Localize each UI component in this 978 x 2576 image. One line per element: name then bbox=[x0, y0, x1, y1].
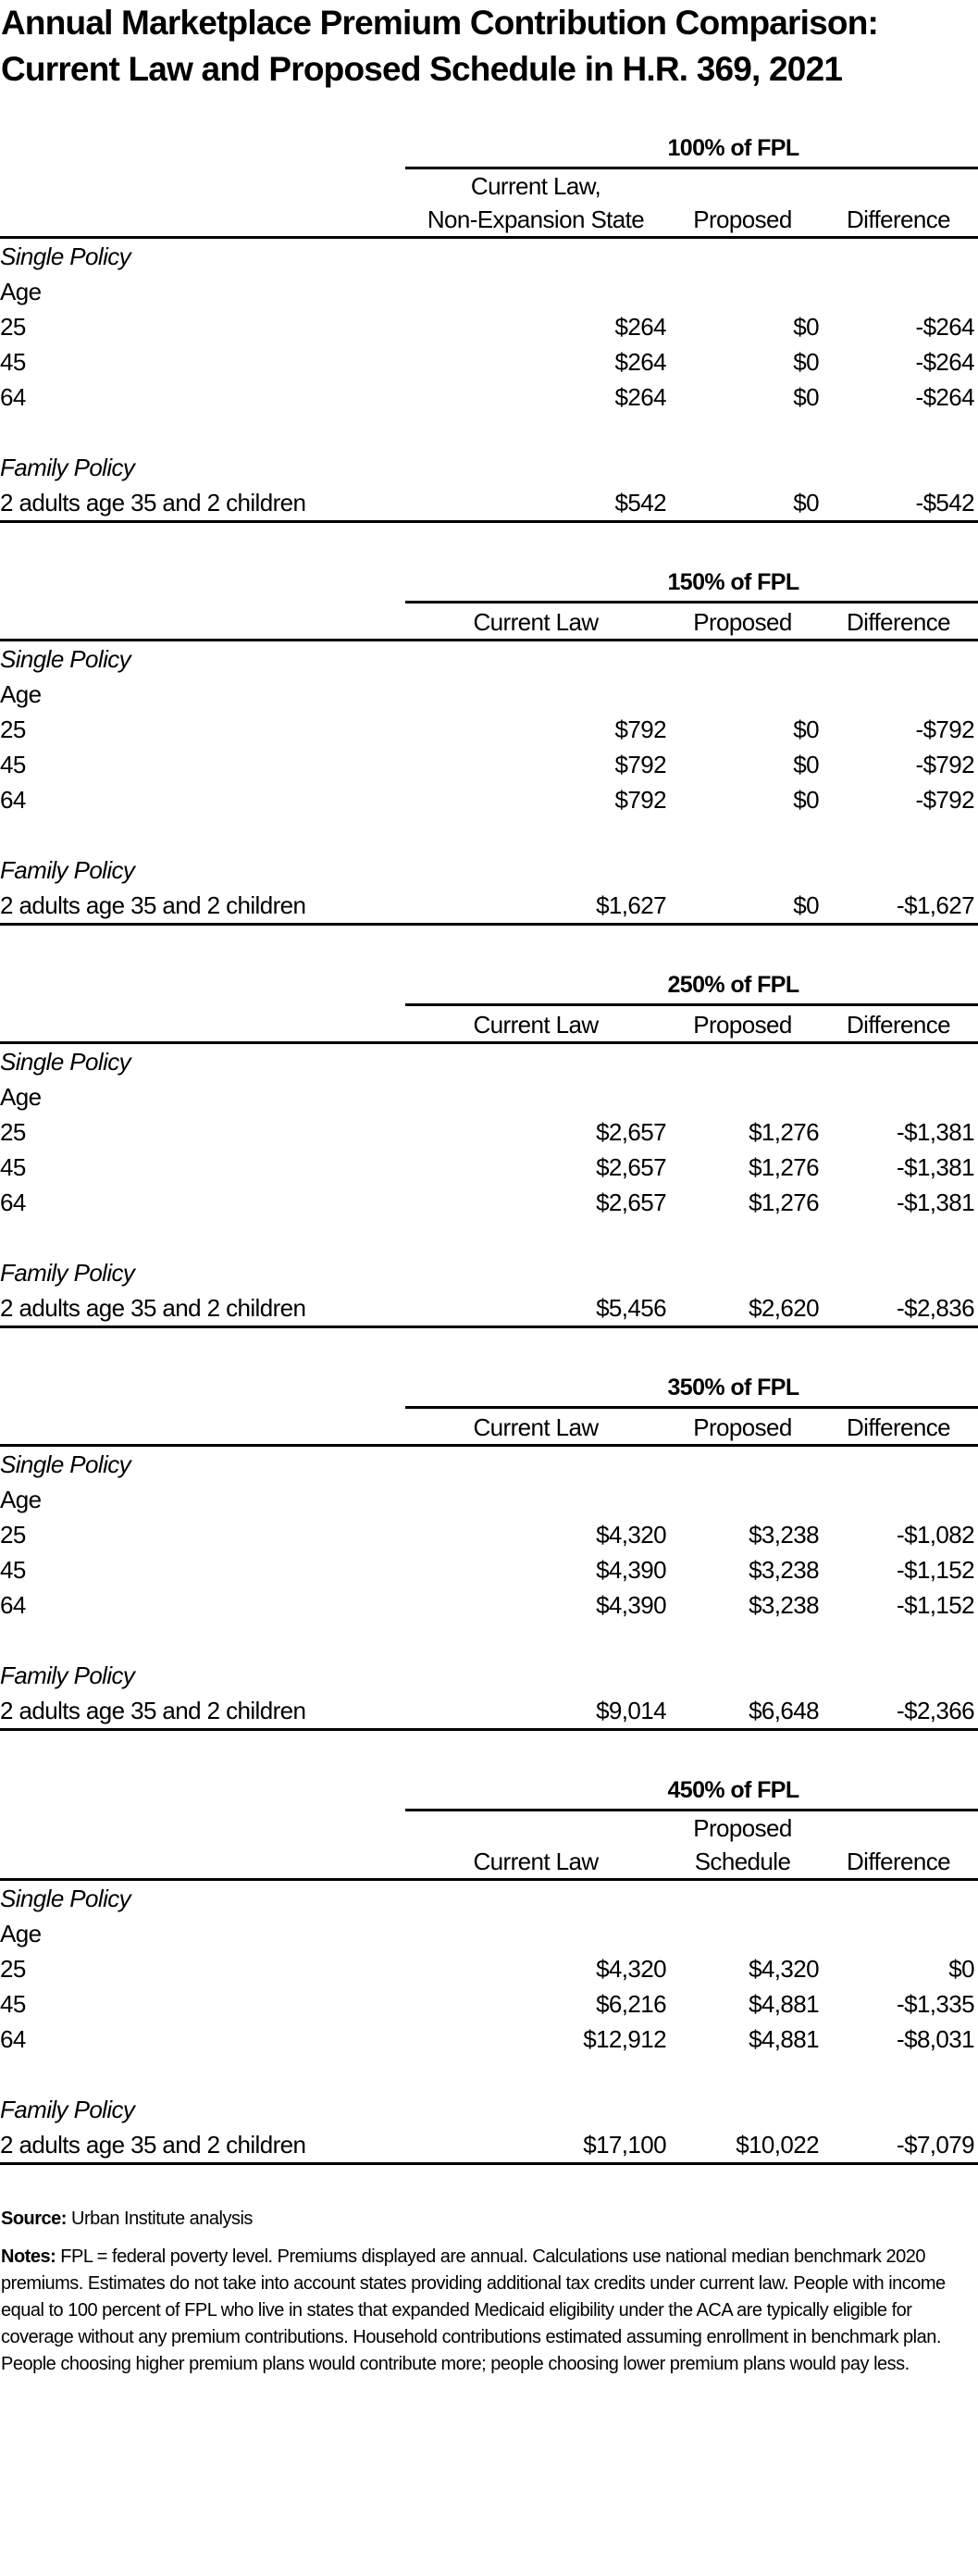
current-law-value: $792 bbox=[614, 786, 666, 814]
table-row bbox=[0, 309, 978, 344]
proposed-value: $1,276 bbox=[749, 1118, 819, 1146]
column-header-row bbox=[0, 1408, 978, 1446]
group-header-row bbox=[0, 1772, 978, 1811]
table-row bbox=[0, 782, 978, 817]
current-law-value: $12,912 bbox=[583, 2025, 666, 2053]
single-policy-row bbox=[0, 1880, 978, 1917]
age-label: Age bbox=[0, 278, 42, 305]
fpl-group-heading: 100% of FPL bbox=[405, 130, 978, 168]
age-value: 64 bbox=[0, 1591, 26, 1619]
proposed-value: $3,238 bbox=[749, 1521, 819, 1549]
fpl-group-heading: 250% of FPL bbox=[405, 966, 978, 1005]
notes bbox=[1, 2244, 972, 2378]
single-policy-label: Single Policy bbox=[0, 1450, 131, 1478]
age-value: 64 bbox=[0, 786, 26, 814]
spacer-row bbox=[0, 2057, 978, 2092]
difference-value: -$792 bbox=[915, 751, 975, 778]
age-value: 25 bbox=[0, 1955, 26, 1983]
col-header-proposed: Proposed bbox=[666, 1005, 819, 1043]
fpl-group-heading: 150% of FPL bbox=[405, 564, 978, 603]
difference-value: -$1,082 bbox=[897, 1521, 975, 1549]
current-law-value: $2,657 bbox=[596, 1118, 666, 1146]
proposed-value: $1,276 bbox=[749, 1153, 819, 1181]
col-header-difference: Difference bbox=[819, 1005, 978, 1043]
fpl-table-block-4 bbox=[0, 1369, 978, 1731]
spacer-row bbox=[0, 415, 978, 450]
col-header-current-law: Current Law bbox=[405, 1408, 666, 1446]
single-policy-label: Single Policy bbox=[0, 243, 131, 270]
family-policy-row bbox=[0, 1255, 978, 1290]
source-note bbox=[1, 2206, 972, 2233]
difference-value: $0 bbox=[948, 1955, 975, 1983]
table-row bbox=[0, 1185, 978, 1220]
current-law-value: $4,390 bbox=[596, 1591, 666, 1619]
table-row bbox=[0, 344, 978, 380]
col-header-current-law: Current Law, Non-Expansion State bbox=[405, 168, 666, 238]
table-row bbox=[0, 1150, 978, 1185]
fpl-table bbox=[0, 966, 978, 1328]
current-law-value: $6,216 bbox=[596, 1990, 666, 2018]
family-policy-row bbox=[0, 1658, 978, 1693]
table-row-family bbox=[0, 2127, 978, 2164]
age-value: 45 bbox=[0, 1556, 26, 1584]
proposed-value: $3,238 bbox=[749, 1591, 819, 1619]
difference-value: -$8,031 bbox=[897, 2025, 975, 2053]
col-header-current-law: Current Law bbox=[405, 603, 666, 641]
difference-value: -$7,079 bbox=[819, 2127, 978, 2164]
current-law-value: $792 bbox=[614, 716, 666, 743]
family-policy-label: Family Policy bbox=[0, 1259, 135, 1287]
spacer-row bbox=[0, 1623, 978, 1658]
difference-value: -$1,381 bbox=[897, 1153, 975, 1181]
col-header-proposed: Proposed bbox=[666, 1408, 819, 1446]
family-label: 2 adults age 35 and 2 children bbox=[0, 2127, 405, 2164]
difference-value: -$1,381 bbox=[897, 1118, 975, 1146]
proposed-value: $0 bbox=[793, 383, 819, 411]
table-row-family bbox=[0, 1290, 978, 1327]
family-label: 2 adults age 35 and 2 children bbox=[0, 1290, 405, 1327]
fpl-table-block-2 bbox=[0, 564, 978, 926]
age-value: 25 bbox=[0, 1521, 26, 1549]
difference-value: -$264 bbox=[915, 348, 975, 376]
fpl-table bbox=[0, 130, 978, 523]
single-policy-label: Single Policy bbox=[0, 1885, 131, 1912]
proposed-value: $4,881 bbox=[749, 1990, 819, 2018]
current-law-value: $4,320 bbox=[596, 1955, 666, 1983]
age-row bbox=[0, 677, 978, 712]
fpl-table bbox=[0, 564, 978, 926]
col-header-proposed: Proposed bbox=[666, 168, 819, 238]
group-header-row bbox=[0, 966, 978, 1005]
fpl-table bbox=[0, 1369, 978, 1731]
family-policy-label: Family Policy bbox=[0, 1661, 135, 1689]
age-label: Age bbox=[0, 1920, 42, 1948]
single-policy-label: Single Policy bbox=[0, 645, 131, 673]
fpl-table bbox=[0, 1772, 978, 2165]
difference-value: -$1,152 bbox=[897, 1591, 975, 1619]
age-label: Age bbox=[0, 680, 42, 708]
age-value: 45 bbox=[0, 348, 26, 376]
notes-text: FPL = federal poverty level. Premiums displayed are annual. Calculations use national median benchmark 2020 premiums. Estimates do not take into account states providing additional tax credits under current law. People with income equal to 100 percent of FPL who live in states that expanded Medicaid eligibility under the ACA are typically eligible for coverage without any premium contributions. Household contributions estimated assuming enrollment in benchmark plan. People choosing higher premium plans would contribute more; people choosing lower premium plans would pay less. bbox=[1, 2246, 946, 2374]
column-header-row bbox=[0, 1005, 978, 1043]
current-law-value: $9,014 bbox=[405, 1693, 666, 1730]
current-law-value: $4,390 bbox=[596, 1556, 666, 1584]
col-header-difference: Difference bbox=[819, 168, 978, 238]
page-title: Annual Marketplace Premium Contribution Comparison: Current Law and Proposed Schedule in H.R. 369, 2021 bbox=[1, 4, 879, 88]
table-row bbox=[0, 2022, 978, 2057]
col-header-difference: Difference bbox=[819, 603, 978, 641]
single-policy-label: Single Policy bbox=[0, 1048, 131, 1076]
table-row bbox=[0, 1587, 978, 1623]
source-label: Source: bbox=[1, 2209, 67, 2229]
single-policy-row bbox=[0, 1446, 978, 1483]
age-value: 45 bbox=[0, 751, 26, 778]
table-row-family bbox=[0, 1693, 978, 1730]
spacer-row bbox=[0, 817, 978, 852]
column-header-row bbox=[0, 603, 978, 641]
current-law-value: $264 bbox=[614, 313, 666, 341]
difference-value: -$264 bbox=[915, 383, 975, 411]
proposed-value: $0 bbox=[666, 485, 819, 522]
tables-container bbox=[0, 130, 978, 2165]
age-row bbox=[0, 1482, 978, 1517]
col-header-current-law: Current Law bbox=[405, 1811, 666, 1880]
family-label: 2 adults age 35 and 2 children bbox=[0, 888, 405, 925]
difference-value: -$1,381 bbox=[897, 1188, 975, 1216]
col-header-difference: Difference bbox=[819, 1408, 978, 1446]
fpl-table-block-5 bbox=[0, 1772, 978, 2165]
age-label: Age bbox=[0, 1083, 42, 1111]
difference-value: -$1,627 bbox=[819, 888, 978, 925]
current-law-value: $264 bbox=[614, 348, 666, 376]
proposed-value: $0 bbox=[793, 716, 819, 743]
current-law-value: $2,657 bbox=[596, 1153, 666, 1181]
proposed-value: $3,238 bbox=[749, 1556, 819, 1584]
single-policy-row bbox=[0, 1043, 978, 1080]
column-header-row bbox=[0, 1811, 978, 1880]
age-row bbox=[0, 1079, 978, 1114]
column-header-row bbox=[0, 168, 978, 238]
family-policy-row bbox=[0, 852, 978, 888]
family-policy-label: Family Policy bbox=[0, 856, 135, 884]
table-row bbox=[0, 1986, 978, 2022]
difference-value: -$1,152 bbox=[897, 1556, 975, 1584]
notes-label: Notes: bbox=[1, 2246, 56, 2267]
difference-value: -$264 bbox=[915, 313, 975, 341]
fpl-table-block-1 bbox=[0, 130, 978, 523]
table-row bbox=[0, 1517, 978, 1552]
current-law-value: $17,100 bbox=[405, 2127, 666, 2164]
age-value: 45 bbox=[0, 1990, 26, 2018]
difference-value: -$792 bbox=[915, 786, 975, 814]
table-row bbox=[0, 1552, 978, 1587]
proposed-value: $0 bbox=[793, 348, 819, 376]
single-policy-row bbox=[0, 641, 978, 678]
current-law-value: $2,657 bbox=[596, 1188, 666, 1216]
current-law-value: $264 bbox=[614, 383, 666, 411]
difference-value: -$2,836 bbox=[819, 1290, 978, 1327]
family-policy-row bbox=[0, 450, 978, 485]
difference-value: -$2,366 bbox=[819, 1693, 978, 1730]
age-label: Age bbox=[0, 1486, 42, 1513]
group-header-row bbox=[0, 564, 978, 603]
footer bbox=[0, 2206, 978, 2378]
source-text: Urban Institute analysis bbox=[66, 2209, 253, 2229]
age-value: 64 bbox=[0, 2025, 26, 2053]
age-value: 45 bbox=[0, 1153, 26, 1181]
current-law-value: $1,627 bbox=[405, 888, 666, 925]
difference-value: -$792 bbox=[915, 716, 975, 743]
group-header-row bbox=[0, 130, 978, 168]
table-row bbox=[0, 380, 978, 415]
proposed-value: $4,881 bbox=[749, 2025, 819, 2053]
proposed-value: $0 bbox=[666, 888, 819, 925]
single-policy-row bbox=[0, 238, 978, 275]
table-row bbox=[0, 747, 978, 782]
col-header-difference: Difference bbox=[819, 1811, 978, 1880]
proposed-value: $0 bbox=[793, 313, 819, 341]
col-header-proposed: Proposed bbox=[666, 603, 819, 641]
table-row-family bbox=[0, 888, 978, 925]
current-law-value: $4,320 bbox=[596, 1521, 666, 1549]
family-policy-label: Family Policy bbox=[0, 454, 135, 481]
family-label: 2 adults age 35 and 2 children bbox=[0, 485, 405, 522]
age-value: 25 bbox=[0, 716, 26, 743]
difference-value: -$1,335 bbox=[897, 1990, 975, 2018]
difference-value: -$542 bbox=[819, 485, 978, 522]
current-law-value: $542 bbox=[405, 485, 666, 522]
proposed-value: $1,276 bbox=[749, 1188, 819, 1216]
proposed-value: $2,620 bbox=[666, 1290, 819, 1327]
current-law-value: $792 bbox=[614, 751, 666, 778]
age-value: 25 bbox=[0, 1118, 26, 1146]
family-label: 2 adults age 35 and 2 children bbox=[0, 1693, 405, 1730]
table-row bbox=[0, 1114, 978, 1150]
age-row bbox=[0, 1916, 978, 1951]
family-policy-label: Family Policy bbox=[0, 2096, 135, 2123]
proposed-value: $6,648 bbox=[666, 1693, 819, 1730]
col-header-current-law: Current Law bbox=[405, 1005, 666, 1043]
proposed-value: $0 bbox=[793, 786, 819, 814]
fpl-group-heading: 450% of FPL bbox=[405, 1772, 978, 1811]
col-header-proposed: Proposed Schedule bbox=[666, 1811, 819, 1880]
age-value: 64 bbox=[0, 383, 26, 411]
age-value: 64 bbox=[0, 1188, 26, 1216]
table-row bbox=[0, 1951, 978, 1986]
current-law-value: $5,456 bbox=[405, 1290, 666, 1327]
age-row bbox=[0, 274, 978, 309]
table-row bbox=[0, 712, 978, 747]
spacer-row bbox=[0, 1220, 978, 1255]
proposed-value: $4,320 bbox=[749, 1955, 819, 1983]
family-policy-row bbox=[0, 2092, 978, 2127]
age-value: 25 bbox=[0, 313, 26, 341]
table-row-family bbox=[0, 485, 978, 522]
proposed-value: $10,022 bbox=[666, 2127, 819, 2164]
group-header-row bbox=[0, 1369, 978, 1408]
proposed-value: $0 bbox=[793, 751, 819, 778]
fpl-group-heading: 350% of FPL bbox=[405, 1369, 978, 1408]
fpl-table-block-3 bbox=[0, 966, 978, 1328]
